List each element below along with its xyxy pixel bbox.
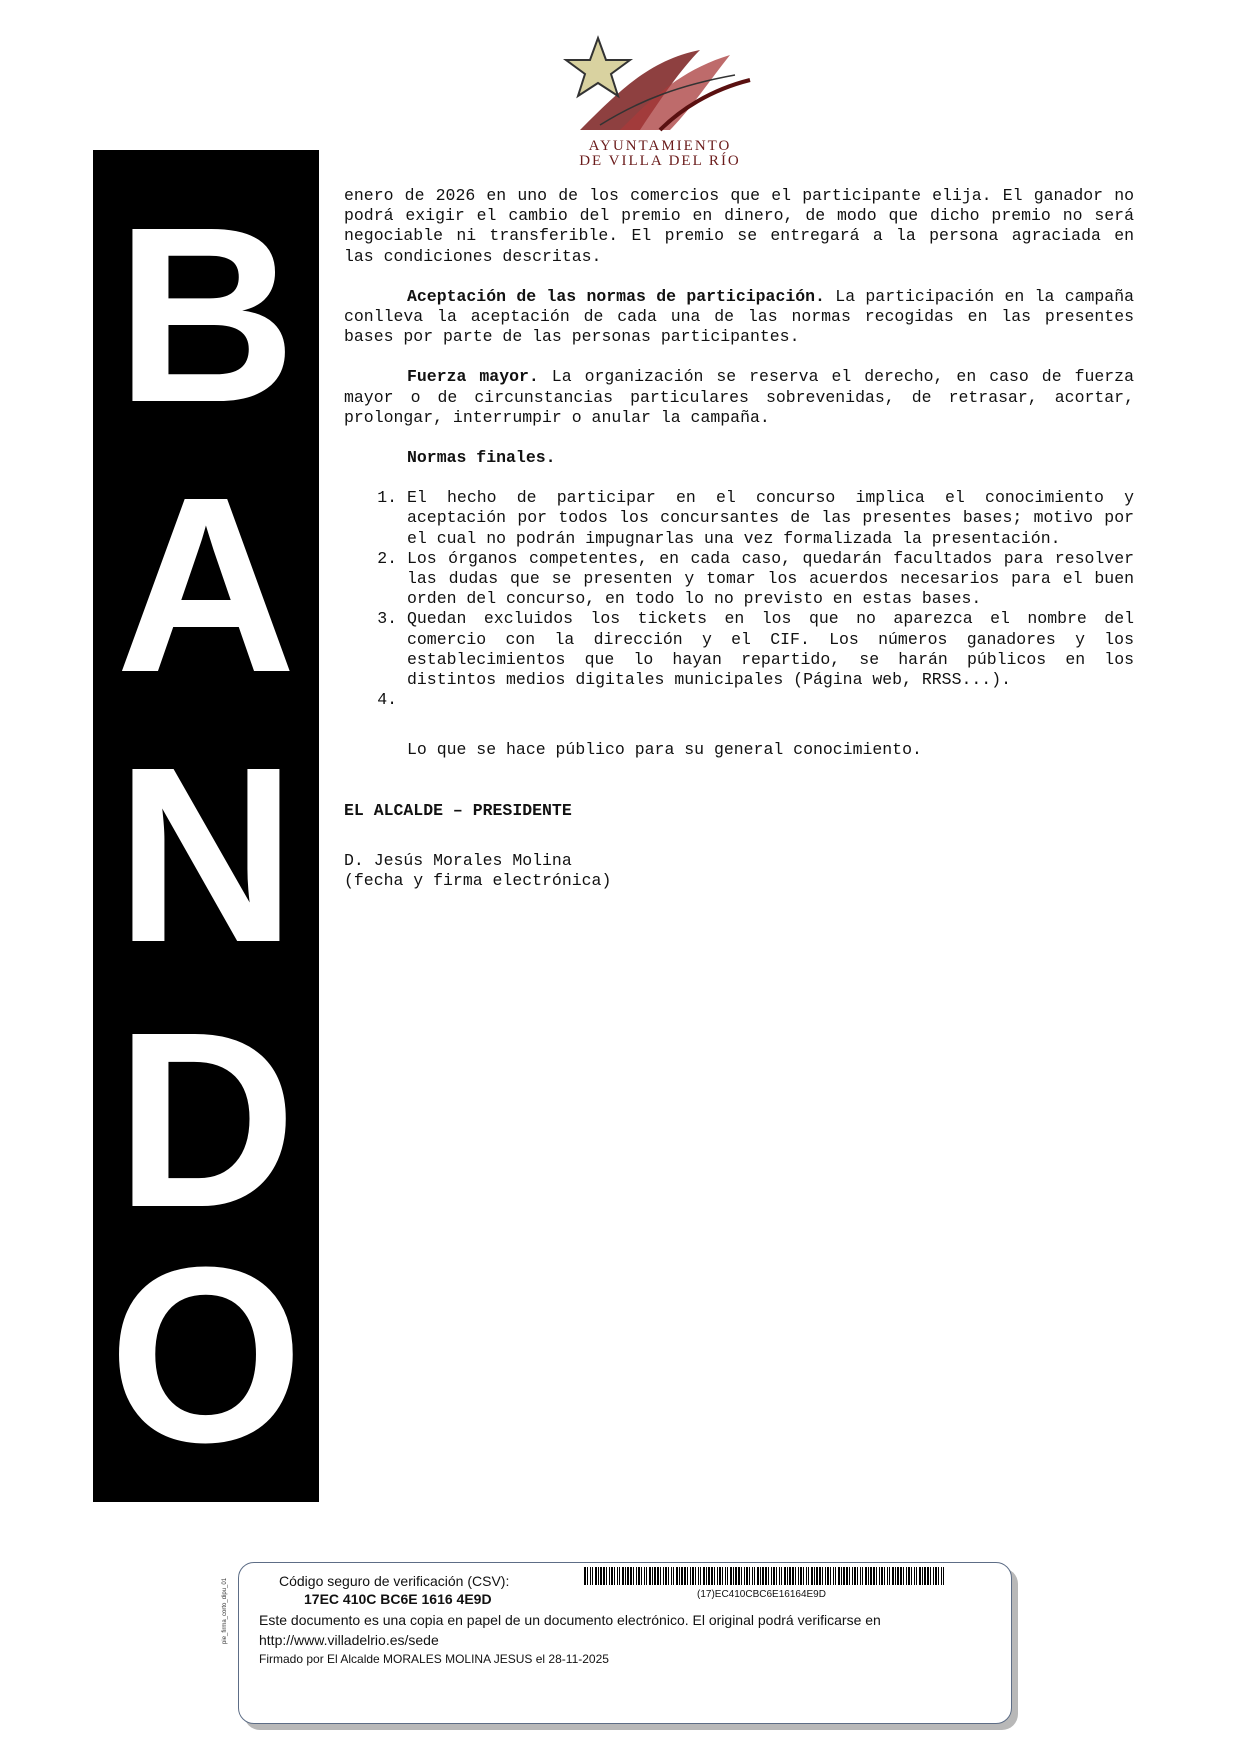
- norm-item-1: 1. El hecho de participar en el concurso implica el conocimiento y aceptación por todos los concursantes de las presentes bases; motivo por el cual no podrán impugnarlas una vez formalizada la presentación.: [407, 488, 1134, 549]
- force-paragraph: [344, 367, 1134, 428]
- signer-note: (fecha y firma electrónica): [344, 871, 612, 891]
- logo-text-ayuntamiento: AYUNTAMIENTO: [588, 138, 732, 154]
- bando-letter-d: D: [115, 980, 297, 1259]
- bando-letter-a: A: [115, 445, 297, 724]
- norm-item-4: [407, 690, 1134, 710]
- acceptance-text: La participación en la campaña conlleva la aceptación de cada una de las normas recogidas en las presentes bases por parte de las personas participantes.: [344, 286, 1135, 347]
- norm-item-2: 2. Los órganos competentes, en cada caso, quedarán facultados para resolver las dudas que se presenten y tomar los acuerdos necesarios para el buen orden del concurso, en todo lo no previsto en estas bases.: [407, 549, 1134, 610]
- acceptance-paragraph: [344, 287, 1134, 348]
- csv-label: Código seguro de verificación (CSV):: [279, 1573, 510, 1589]
- norms-heading: [344, 448, 1134, 468]
- bando-letter-b: B: [115, 175, 297, 454]
- closing-statement: Lo que se hace público para su general conocimiento.: [407, 740, 922, 760]
- footer-verify-url[interactable]: http://www.villadelrio.es/sede: [259, 1632, 439, 1648]
- signer-title: EL ALCALDE – PRESIDENTE: [344, 800, 572, 820]
- ayuntamiento-logo: [560, 30, 760, 170]
- barcode-text: (17)EC410CBC6E16164E9D: [697, 1589, 826, 1600]
- norm-item-3: 3. Quedan excluidos los tickets en los que no aparezca el nombre del comercio con la dirección y el CIF. Los números ganadores y los establecimientos que lo hayan repartido, se harán públicos en los distintos medios digitales municipales (Página web, RRSS...).: [407, 609, 1134, 690]
- acceptance-title: Aceptación de las normas de participación.: [407, 286, 825, 306]
- force-text: La organización se reserva el derecho, en caso de fuerza mayor o de circunstancias particulares sobrevenidas, de retrasar, acortar, prolongar, interrumpir o anular la campaña.: [344, 367, 1134, 427]
- footer-signed-by: Firmado por El Alcalde MORALES MOLINA JESUS el 28-11-2025: [259, 1652, 609, 1666]
- footer-copy-notice: Este documento es una copia en papel de un documento electrónico. El original podrá verificarse en: [259, 1612, 881, 1628]
- norms-list: [344, 488, 1134, 710]
- verification-footer: [238, 1562, 1012, 1724]
- bando-letter-o: O: [108, 1215, 304, 1494]
- logo-emblem-icon: [560, 30, 760, 140]
- barcode-icon: [584, 1567, 948, 1585]
- side-footer-code: pie_firma_corto_dipu_01: [222, 1577, 228, 1644]
- logo-text-villa: DE VILLA DEL RÍO: [579, 153, 741, 169]
- document-body: [344, 186, 1134, 891]
- csv-code: 17EC 410C BC6E 1616 4E9D: [304, 1591, 492, 1607]
- norms-title: Normas finales.: [407, 448, 556, 468]
- signer-name: D. Jesús Morales Molina: [344, 850, 572, 870]
- prize-paragraph: enero de 2026 en uno de los comercios que el participante elija. El ganador no podrá exigir el cambio del premio en dinero, de modo que dicho premio no será negociable ni transferible. El premio se entregará a la persona agraciada en las condiciones descritas.: [344, 186, 1134, 266]
- force-title: Fuerza mayor.: [407, 367, 539, 387]
- bando-letter-n: N: [115, 715, 297, 994]
- bando-sidebar: [93, 150, 319, 1502]
